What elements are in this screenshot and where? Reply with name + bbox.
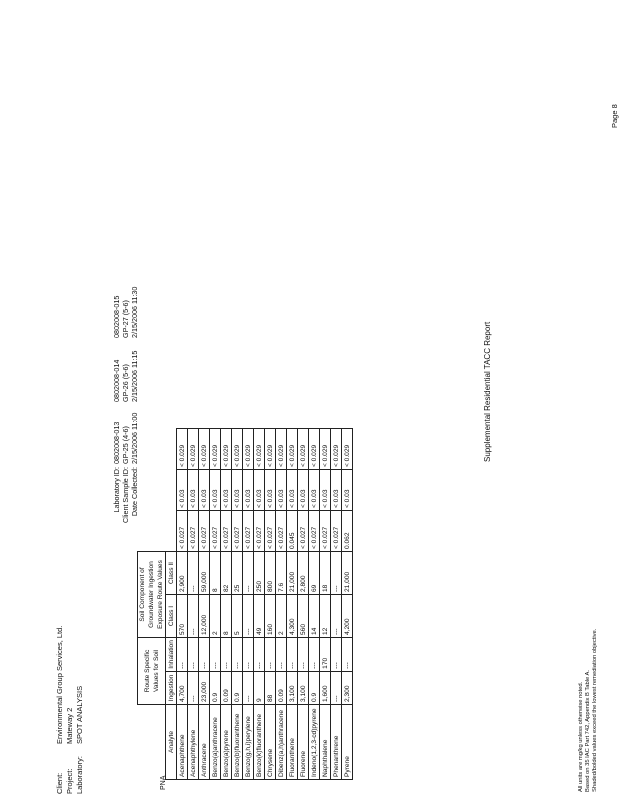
- value-cell: < 0.027: [232, 511, 243, 552]
- value-cell: 49: [254, 595, 265, 638]
- soil-component-header: Soil Component of Groundwater Ingestion Exposure Route Values: [138, 552, 166, 638]
- value-cell: 59,000: [199, 552, 210, 595]
- lab-id-label: Laboratory ID:: [112, 467, 121, 513]
- value-cell: < 0.03: [221, 470, 232, 511]
- table-row: [342, 429, 353, 780]
- client-value: Environmental Group Services, Ltd.: [55, 625, 64, 744]
- analyte-cell: Benzo(a)pyrene: [221, 705, 232, 780]
- client-sample-id-label: Client Sample ID:: [121, 467, 130, 523]
- value-cell: ---: [188, 671, 199, 704]
- value-cell: < 0.027: [331, 511, 342, 552]
- value-cell: < 0.027: [320, 511, 331, 552]
- value-cell: < 0.029: [276, 429, 287, 470]
- value-cell: ---: [188, 595, 199, 638]
- value-cell: 1,600: [320, 671, 331, 704]
- value-cell: ---: [177, 638, 188, 672]
- value-cell: 0.09: [221, 671, 232, 704]
- client-label: Client:: [55, 772, 64, 794]
- sample-client-id: GP-25 (4-6): [121, 426, 130, 464]
- group-label-pna: PNA: [160, 775, 167, 790]
- value-cell: < 0.027: [298, 511, 309, 552]
- value-cell: 0.062: [342, 511, 353, 552]
- value-cell: ---: [287, 638, 298, 672]
- table-row: [243, 429, 254, 780]
- value-cell: < 0.029: [177, 429, 188, 470]
- value-cell: < 0.029: [331, 429, 342, 470]
- analyte-cell: Benzo(g,h,i)perylene: [243, 705, 254, 780]
- value-cell: < 0.03: [298, 470, 309, 511]
- value-cell: 82: [221, 552, 232, 595]
- page-number: Page 8: [610, 104, 619, 128]
- value-cell: < 0.029: [210, 429, 221, 470]
- report-title: Supplemental Residential TACC Report: [483, 321, 492, 462]
- analyte-cell: Anthracene: [199, 705, 210, 780]
- inhalation-header: Inhalation: [166, 638, 177, 672]
- table-row: [320, 429, 331, 780]
- value-cell: 18: [320, 552, 331, 595]
- value-cell: < 0.027: [188, 511, 199, 552]
- value-cell: 0.09: [276, 671, 287, 704]
- value-cell: ---: [309, 638, 320, 672]
- value-cell: < 0.03: [287, 470, 298, 511]
- analyte-cell: Fluoranthene: [287, 705, 298, 780]
- value-cell: < 0.029: [232, 429, 243, 470]
- route-specific-header: Route Specific Values for Soil: [138, 638, 166, 705]
- value-cell: < 0.027: [210, 511, 221, 552]
- value-cell: 250: [254, 552, 265, 595]
- analyte-cell: Benzo(b)fluoranthene: [232, 705, 243, 780]
- project-label: Project:: [65, 768, 74, 794]
- value-cell: 2,900: [177, 552, 188, 595]
- value-cell: 4,200: [342, 595, 353, 638]
- table-row: [298, 429, 309, 780]
- sample-header-1: [112, 413, 139, 464]
- value-cell: ---: [243, 671, 254, 704]
- value-cell: 69: [309, 552, 320, 595]
- value-cell: ---: [243, 552, 254, 595]
- value-cell: 2,300: [342, 671, 353, 704]
- table-row: [265, 429, 276, 780]
- analyte-cell: Pyrene: [342, 705, 353, 780]
- analyte-header: Analyte: [166, 705, 177, 780]
- header-row-group: [138, 429, 166, 780]
- sample-client-id: GP-26 (5-6): [121, 364, 130, 402]
- value-cell: 21,000: [287, 552, 298, 595]
- value-cell: 3,100: [298, 671, 309, 704]
- value-cell: < 0.027: [199, 511, 210, 552]
- value-cell: < 0.027: [265, 511, 276, 552]
- value-cell: < 0.03: [320, 470, 331, 511]
- analyte-cell: Indeno(1,2,3-cd)pyrene: [309, 705, 320, 780]
- class2-header: Class II: [166, 552, 177, 595]
- value-cell: ---: [232, 638, 243, 672]
- value-cell: 2: [210, 595, 221, 638]
- value-cell: < 0.029: [342, 429, 353, 470]
- sample-lab-id: 0802008-013: [112, 421, 121, 464]
- value-cell: 9: [254, 671, 265, 704]
- table-row: [177, 429, 188, 780]
- value-cell: < 0.029: [243, 429, 254, 470]
- value-cell: ---: [254, 638, 265, 672]
- value-cell: < 0.03: [177, 470, 188, 511]
- sample-client-id: GP-27 (5-6): [121, 300, 130, 338]
- value-cell: ---: [265, 638, 276, 672]
- laboratory-line: [75, 626, 85, 794]
- ingestion-header: Ingestion: [166, 671, 177, 704]
- value-cell: ---: [331, 552, 342, 595]
- footnote: Based on 35 IAC Part 742, Appendix B Table A.: [585, 669, 591, 792]
- analyte-cell: Chrysene: [265, 705, 276, 780]
- value-cell: < 0.029: [309, 429, 320, 470]
- value-cell: < 0.03: [276, 470, 287, 511]
- value-cell: ---: [210, 638, 221, 672]
- table-row: [199, 429, 210, 780]
- value-cell: ---: [243, 595, 254, 638]
- value-cell: 7.6: [276, 552, 287, 595]
- value-cell: 0.9: [309, 671, 320, 704]
- value-cell: < 0.029: [254, 429, 265, 470]
- client-info-block: [55, 626, 85, 794]
- value-cell: 2: [276, 595, 287, 638]
- value-cell: < 0.03: [254, 470, 265, 511]
- value-cell: ---: [188, 552, 199, 595]
- table-row: [210, 429, 221, 780]
- sample-date: 2/15/2006 11:15: [130, 350, 139, 402]
- project-value: Mateway 2: [65, 707, 74, 744]
- value-cell: ---: [276, 638, 287, 672]
- value-cell: < 0.03: [232, 470, 243, 511]
- sample-lab-id: 0802008-015: [112, 295, 121, 338]
- value-cell: < 0.029: [265, 429, 276, 470]
- analyte-cell: Fluorene: [298, 705, 309, 780]
- sample-date: 2/15/2006 11:30: [130, 286, 139, 338]
- analyte-cell: Acenaphthylene: [188, 705, 199, 780]
- value-cell: ---: [199, 638, 210, 672]
- value-cell: ---: [243, 638, 254, 672]
- value-cell: ---: [331, 638, 342, 672]
- table-row: [287, 429, 298, 780]
- value-cell: 3,100: [287, 671, 298, 704]
- value-cell: 12: [320, 595, 331, 638]
- footnote: All units are mg/kg unless otherwise noted.: [578, 681, 584, 792]
- value-cell: < 0.027: [243, 511, 254, 552]
- value-cell: < 0.03: [331, 470, 342, 511]
- analyte-cell: Dibenz(a,h)anthracene: [276, 705, 287, 780]
- value-cell: < 0.03: [265, 470, 276, 511]
- laboratory-label: Laboratory:: [75, 756, 84, 794]
- value-cell: 170: [320, 638, 331, 672]
- value-cell: 8: [210, 552, 221, 595]
- value-cell: 4,300: [287, 595, 298, 638]
- value-cell: 88: [265, 671, 276, 704]
- header-row-columns: [166, 429, 177, 780]
- value-cell: 0.9: [232, 671, 243, 704]
- table-row: [276, 429, 287, 780]
- class1-header: Class I: [166, 595, 177, 638]
- value-cell: < 0.03: [342, 470, 353, 511]
- table-row: [232, 429, 243, 780]
- date-collected-label: Date Collected:: [130, 467, 139, 517]
- table-row: [331, 429, 342, 780]
- analyte-cell: Benzo(k)fluoranthene: [254, 705, 265, 780]
- sample-header-3: [112, 287, 139, 338]
- value-cell: < 0.03: [243, 470, 254, 511]
- value-cell: < 0.029: [221, 429, 232, 470]
- value-cell: 14: [309, 595, 320, 638]
- table-row: [221, 429, 232, 780]
- value-cell: < 0.029: [298, 429, 309, 470]
- value-cell: < 0.03: [309, 470, 320, 511]
- analyte-cell: Phenanthrene: [331, 705, 342, 780]
- value-cell: < 0.027: [221, 511, 232, 552]
- value-cell: ---: [331, 671, 342, 704]
- footnote: Shaded/bolded values exceed the lowest remediation objective.: [592, 628, 598, 792]
- sample-header-2: [112, 351, 139, 402]
- value-cell: 0.9: [210, 671, 221, 704]
- results-table: [137, 428, 353, 780]
- value-cell: < 0.027: [309, 511, 320, 552]
- value-cell: 800: [265, 552, 276, 595]
- value-cell: < 0.03: [210, 470, 221, 511]
- value-cell: 2,800: [298, 552, 309, 595]
- value-cell: 5: [232, 595, 243, 638]
- value-cell: 12,000: [199, 595, 210, 638]
- value-cell: < 0.027: [254, 511, 265, 552]
- sample-lab-id: 0802008-014: [112, 359, 121, 402]
- value-cell: < 0.029: [287, 429, 298, 470]
- value-cell: 8: [221, 595, 232, 638]
- footnotes: [578, 629, 599, 792]
- analyte-cell: Acenaphthene: [177, 705, 188, 780]
- value-cell: 160: [265, 595, 276, 638]
- sample-date: 2/15/2006 11:00: [130, 412, 139, 464]
- value-cell: < 0.027: [276, 511, 287, 552]
- value-cell: 560: [298, 595, 309, 638]
- analyte-cell: Benzo(a)anthracene: [210, 705, 221, 780]
- project-line: [65, 626, 75, 794]
- value-cell: < 0.03: [199, 470, 210, 511]
- value-cell: 0.045: [287, 511, 298, 552]
- table-row: [309, 429, 320, 780]
- value-cell: < 0.027: [177, 511, 188, 552]
- sample-info-labels: [112, 467, 139, 550]
- value-cell: 570: [177, 595, 188, 638]
- value-cell: < 0.03: [188, 470, 199, 511]
- value-cell: < 0.029: [320, 429, 331, 470]
- value-cell: ---: [331, 595, 342, 638]
- value-cell: ---: [221, 638, 232, 672]
- table-row: [188, 429, 199, 780]
- laboratory-value: SPOT ANALYSIS: [75, 685, 84, 744]
- client-line: [55, 626, 65, 794]
- table-row: [254, 429, 265, 780]
- analyte-cell: Naphthalene: [320, 705, 331, 780]
- value-cell: ---: [342, 638, 353, 672]
- value-cell: 21,000: [342, 552, 353, 595]
- value-cell: < 0.029: [199, 429, 210, 470]
- value-cell: < 0.029: [188, 429, 199, 470]
- value-cell: ---: [188, 638, 199, 672]
- value-cell: ---: [298, 638, 309, 672]
- value-cell: 4,700: [177, 671, 188, 704]
- value-cell: 23,000: [199, 671, 210, 704]
- value-cell: 25: [232, 552, 243, 595]
